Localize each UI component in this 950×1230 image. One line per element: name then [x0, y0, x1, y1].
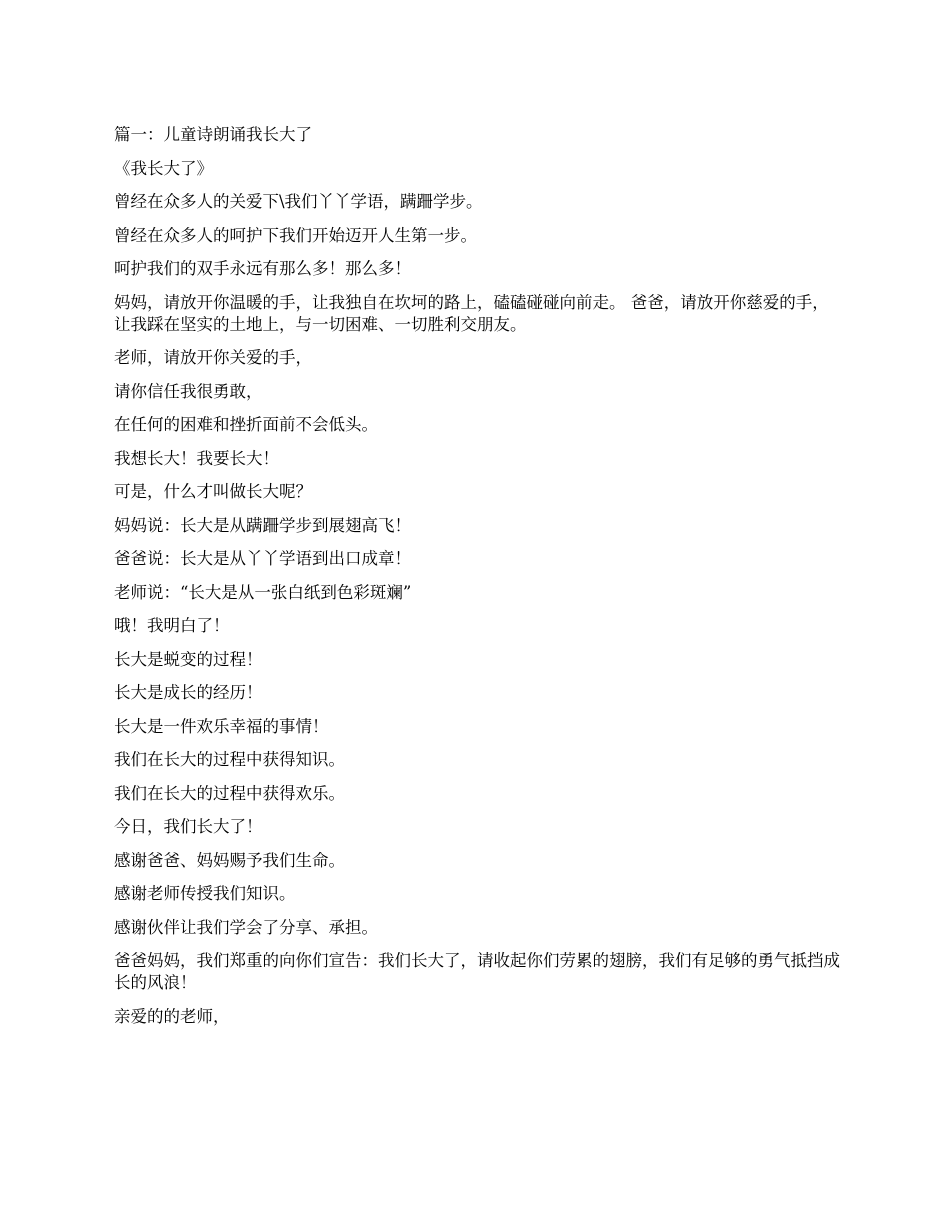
poem-line: 我们在长大的过程中获得欢乐。: [114, 783, 345, 803]
poem-paragraph: 妈妈，请放开你温暖的手，让我独自在坎坷的路上，磕磕碰碰向前走。 爸爸，请放开你慈爱的手，让我踩在坚实的土地上，与一切困难、一切胜利交朋友。: [114, 292, 829, 334]
poem-line: 老师，请放开你关爱的手，: [114, 348, 312, 367]
document-body: [114, 124, 842, 1039]
poem-line: 长大是蜕变的过程！: [114, 649, 263, 669]
poem-line: 感谢伙伴让我们学会了分享、承担。: [114, 917, 378, 937]
poem-line: 曾经在众多人的关爱下\我们丫丫学语，蹒跚学步。: [114, 192, 483, 211]
poem-line: 哦！我明白了！: [114, 616, 230, 635]
poem-line: 长大是成长的经历！: [114, 683, 263, 702]
poem-line: 老师说：“长大是从一张白纸到色彩斑斓”: [114, 582, 412, 602]
poem-line: 爸爸说：长大是从丫丫学语到出口成章！: [114, 549, 411, 568]
poem-line: 我们在长大的过程中获得知识。: [114, 750, 345, 769]
poem-line: 长大是一件欢乐幸福的事情！: [114, 716, 329, 736]
poem-title: 《我长大了》: [114, 158, 213, 178]
poem-line: 感谢老师传授我们知识。: [114, 884, 296, 903]
poem-line: 请你信任我很勇敢，: [114, 381, 263, 401]
poem-line: 我想长大！我要长大！: [114, 448, 279, 468]
heading-title: 篇一：儿童诗朗诵我长大了: [114, 125, 312, 144]
poem-line: 可是，什么才叫做长大呢？: [114, 482, 312, 501]
poem-line: 在任何的困难和挫折面前不会低头。: [114, 415, 378, 434]
poem-line: 曾经在众多人的呵护下我们开始迈开人生第一步。: [114, 225, 477, 245]
poem-line: 呵护我们的双手永远有那么多！那么多！: [114, 259, 411, 278]
poem-line: 亲爱的的老师，: [114, 1006, 230, 1026]
poem-line: 今日，我们长大了！: [114, 817, 263, 836]
poem-paragraph: 爸爸妈妈，我们郑重的向你们宣告：我们长大了，请收起你们劳累的翅膀，我们有足够的勇气抵挡成长的风浪！: [114, 951, 840, 992]
poem-line: 妈妈说：长大是从蹒跚学步到展翅高飞！: [114, 515, 411, 535]
poem-line: 感谢爸爸、妈妈赐予我们生命。: [114, 850, 345, 870]
